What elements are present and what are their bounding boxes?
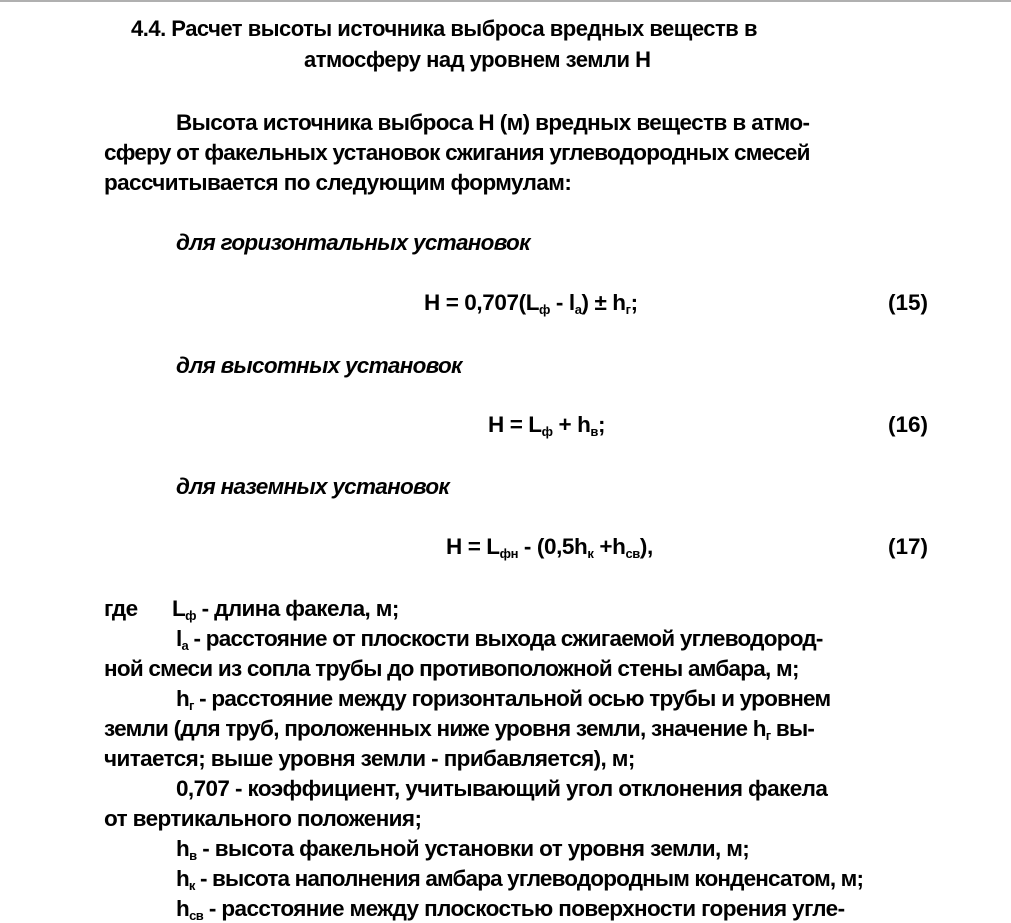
formula-17-part: - (0,5h	[518, 534, 588, 559]
section-title-line-1: 4.4. Расчет высоты источника выброса вредных веществ в	[131, 16, 757, 41]
formula-15	[424, 289, 638, 317]
formula-17-sub: фн	[499, 546, 519, 561]
formula-17-part: Н = L	[446, 534, 500, 559]
page-top-border	[0, 0, 1011, 2]
def-l-a-line-1	[176, 625, 823, 653]
formula-15-sub: г	[625, 302, 631, 317]
formula-16-part: Н = L	[488, 412, 542, 437]
symbol-sub: a	[181, 638, 188, 653]
def-h-g-line-2	[104, 715, 814, 743]
def-text: вы-	[770, 716, 815, 741]
symbol-sub: ф	[185, 608, 196, 623]
def-text: - расстояние от плоскости выхода сжигаемой углеводород-	[188, 626, 823, 651]
intro-line-2: сферу от факельных установок сжигания углеводородных смесей	[104, 140, 810, 165]
symbol: h	[176, 836, 190, 861]
formula-17	[446, 533, 653, 561]
def-text: земли (для труб, проложенных ниже уровня земли, значение h	[104, 716, 766, 741]
formula-16-sub: в	[590, 424, 599, 439]
formula-16	[488, 411, 605, 439]
symbol-sub: г	[765, 728, 771, 743]
formula-17-label: для наземных установок	[176, 474, 450, 499]
formula-15-part: ;	[630, 290, 638, 315]
formula-16-sub: ф	[541, 424, 553, 439]
def-h-v	[176, 835, 749, 863]
symbol: L	[172, 596, 186, 621]
def-h-g-line-1	[176, 685, 830, 713]
symbol: h	[176, 896, 190, 921]
symbol: h	[176, 686, 189, 711]
formula-17-part: +h	[593, 534, 626, 559]
def-h-g-line-3: читается; выше уровня земли - прибавляется), м;	[104, 746, 635, 771]
def-coef-line-1: 0,707 - коэффициент, учитывающий угол отклонения факела	[176, 776, 828, 801]
formula-15-sub: a	[574, 302, 582, 317]
def-text: - расстояние между горизонтальной осью трубы и уровнем	[193, 686, 831, 711]
formula-15-part: ) ± h	[581, 290, 626, 315]
formula-17-part: ),	[639, 534, 653, 559]
formula-15-number: (15)	[888, 290, 929, 315]
formula-15-part: Н = 0,707(L	[424, 290, 540, 315]
symbol-sub: св	[189, 908, 204, 923]
def-text: - расстояние между плоскостью поверхности горения угле-	[203, 896, 845, 921]
def-h-k	[176, 865, 863, 893]
formula-16-part: ;	[598, 412, 606, 437]
formula-16-part: + h	[552, 412, 591, 437]
formula-16-number: (16)	[888, 412, 929, 437]
symbol-sub: г	[189, 698, 194, 713]
symbol: h	[176, 866, 189, 891]
intro-line-1: Высота источника выброса Н (м) вредных веществ в атмо-	[176, 110, 810, 135]
formula-15-part: - l	[550, 290, 575, 315]
formula-16-label: для высотных установок	[176, 353, 462, 378]
formula-17-sub: св	[625, 546, 640, 561]
def-text: - высота наполнения амбара углеводородным конденсатом, м;	[194, 866, 864, 891]
def-text: - высота факельной установки от уровня земли, м;	[196, 836, 750, 861]
def-l-a-line-2: ной смеси из сопла трубы до противоположной стены амбара, м;	[104, 656, 799, 681]
formula-15-label: для горизонтальных установок	[176, 230, 530, 255]
def-text: - длина факела, м;	[195, 596, 399, 621]
formula-15-sub: ф	[539, 302, 551, 317]
where-label: где	[104, 596, 138, 621]
intro-line-3: рассчитывается по следующим формулам:	[104, 170, 572, 195]
formula-17-number: (17)	[888, 534, 929, 559]
symbol-sub: к	[188, 878, 195, 893]
symbol-sub: в	[189, 848, 197, 863]
def-coef-line-2: от вертикального положения;	[104, 806, 422, 831]
symbol: l	[176, 626, 182, 651]
def-L-phi	[172, 595, 399, 623]
section-title-line-2: атмосферу над уровнем земли Н	[304, 47, 651, 72]
formula-17-sub: к	[587, 546, 594, 561]
